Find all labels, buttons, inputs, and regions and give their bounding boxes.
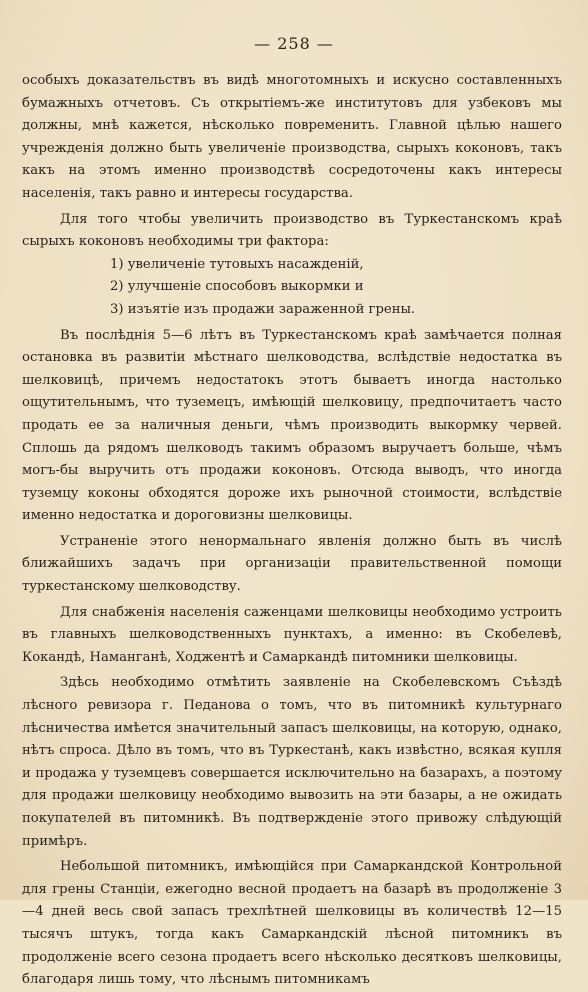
page-number: — 258 — (254, 34, 334, 53)
paragraph-2: Для того чтобы увеличить производство въ Туркестанскомъ краѣ сырыхъ коконовъ необходимы три фактора: (22, 211, 562, 250)
body-text (22, 70, 562, 992)
paragraph-5: Для снабженія населенія саженцами шелковицы необходимо устроить въ главныхъ шелководственныхъ пунктахъ, а именно: въ Скобелевѣ, Кокандѣ, Наманганѣ, Ходжентѣ и Самаркандѣ питомники шелковицы. (22, 604, 562, 665)
paragraph-4: Устраненіе этого ненормальнаго явленія должно быть въ числѣ ближайшихъ задачъ при организаціи правительственной помощи туркестанскому шелководству. (22, 533, 562, 595)
list-item-2: 2) улучшеніе способовъ выкормки и (110, 279, 364, 295)
paragraph-1: особыхъ доказательствъ въ видѣ многотомныхъ и искусно составленныхъ бумажныхъ отчетовъ. Съ открытіемъ-же институтовъ для узбековъ мы должны, мнѣ кажется, нѣсколько повременить. Главной цѣлью нашего учрежденія должно быть увеличеніе производства, сырыхъ коконовъ, такъ какъ на этомъ именно производствѣ сосредоточены какъ интересы населенія, такъ равно и интересы государства. (22, 73, 562, 201)
paragraph-3: Въ послѣднія 5—6 лѣтъ въ Туркестанскомъ краѣ замѣчается полная остановка въ развитіи мѣстнаго шелководства, вслѣдствіе недостатка въ шелковицѣ, причемъ недостатокъ этотъ бываетъ иногда настолько ощутительнымъ, что туземецъ, имѣющій шелковицу, предпочитаетъ часто продать ее за наличныя деньги, чѣмъ производить выкормку червей. Сплошь да рядомъ шелководъ такимъ образомъ выручаетъ больше, чѣмъ могъ-бы выручить отъ продажи коконовъ. Отсюда выводъ, что иногда туземцу коконы обходятся дороже ихъ рыночной стоимости, вслѣдствіе именно недостатка и дороговизны шелковицы. (22, 327, 562, 524)
paragraph-6: Здѣсь необходимо отмѣтить заявленіе на Скобелевскомъ Съѣздѣ лѣсного ревизора г. Педанова о томъ, что въ питомникѣ культурнаго лѣсничества имѣется значительный запасъ шелковицы, на которую, однако, нѣтъ спроса. Дѣло въ томъ, что въ Туркестанѣ, какъ извѣстно, всякая купля и продажа у туземцевъ совершается исключительно на базарахъ, а поэтому для продажи шелковицу необходимо вывозить на эти базары, а не ожидать покупателей въ питомникѣ. Въ подтвержденіе этого привожу слѣдующій примѣръ. (22, 675, 562, 849)
list-item-1: 1) увеличеніе тутовыхъ насажденій, (110, 256, 364, 272)
paragraph-7: Небольшой питомникъ, имѣющійся при Самаркандской Контрольной для грены Станціи, ежегодно весной продаетъ на базарѣ въ продолженіе 3—4 дней весь свой запасъ трехлѣтней шелковицы въ количествѣ 12—15 тысячъ штукъ, тогда какъ Самаркандскій лѣсной питомникъ въ продолженіе всего сезона продаетъ всего нѣсколько десятковъ шелковицы, благодаря лишь тому, что лѣснымъ питомникамъ (22, 859, 562, 988)
list-item-3: 3) изъятіе изъ продажи зараженной грены. (110, 301, 416, 317)
